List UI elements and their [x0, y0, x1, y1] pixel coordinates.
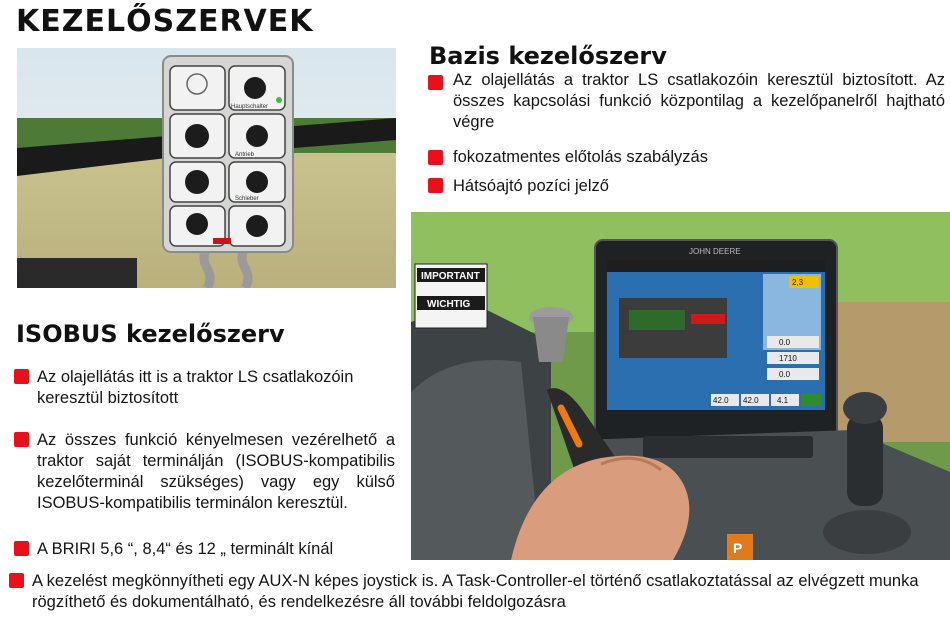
isobus-item-4: A kezelést megkönnyítheti egy AUX-N képes joystick is. A Task-Controller-el történő csatlakoztatással az elvégzett munka rögzíthető és dokumentálható, és rendelkezésre áll további feldolgozásra — [32, 572, 919, 611]
bullet-icon — [428, 178, 443, 193]
sticker-wichtig-text: WICHTIG — [427, 299, 471, 310]
screen-value: 0.0 — [779, 338, 791, 347]
page-title: KEZELŐSZERVEK — [16, 4, 314, 39]
isobus-item-3: A BRIRI 5,6 “, 8,4“ és 12 „ terminált kínál — [37, 540, 334, 558]
screen-value: 0.0 — [779, 370, 791, 379]
screen-value: 42.0 — [743, 396, 759, 405]
terminal-brand: JOHN DEERE — [689, 247, 741, 256]
warning-sticker — [415, 264, 487, 328]
control-panel-photo — [17, 48, 396, 288]
screen-value: 1710 — [779, 354, 797, 363]
isobus-item-1: Az olajellátás itt is a traktor LS csatlakozóin keresztül biztosított — [37, 368, 354, 407]
bazis-item-2: fokozatmentes előtolás szabályzás — [453, 148, 708, 166]
bullet-icon — [428, 75, 443, 90]
cab-illustration — [411, 212, 950, 560]
bullet-icon — [9, 573, 24, 588]
panel-label: Antrieb — [235, 152, 255, 158]
isobus-item-2: Az összes funkció kényelmesen vezérelhető a traktor saját terminálján (ISOBUS-kompatibilis kezelőterminál szükséges) vagy egy külső ISOBUS-kompatibilis terminálon keresztül. — [37, 431, 395, 512]
panel-label: Schieber — [235, 196, 259, 202]
isobus-heading: ISOBUS kezelőszerv — [16, 320, 285, 348]
bazis-item-3: Hátsóajtó pozíci jelző — [453, 177, 609, 195]
sticker-important-text: IMPORTANT — [421, 271, 480, 282]
bazis-heading: Bazis kezelőszerv — [429, 42, 667, 70]
control-panel-illustration — [17, 48, 396, 288]
screen-value: 4.1 — [777, 396, 789, 405]
screen-value: 42.0 — [713, 396, 729, 405]
terminal-display — [595, 240, 837, 440]
bullet-icon — [14, 432, 29, 447]
panel-label: Hauptschalter — [231, 104, 269, 110]
bullet-icon — [14, 541, 29, 556]
bullet-icon — [14, 369, 29, 384]
screen-value: 2,3 — [792, 278, 804, 287]
bullet-icon — [428, 150, 443, 165]
handle-letter: P — [733, 540, 743, 556]
cab-terminal-photo — [411, 212, 950, 560]
bazis-item-1: Az olajellátás a traktor LS csatlakozóin keresztül biztosított. Az összes kapcsolási funkció központilag a kezelőpanelről hajtható végre — [453, 71, 945, 131]
